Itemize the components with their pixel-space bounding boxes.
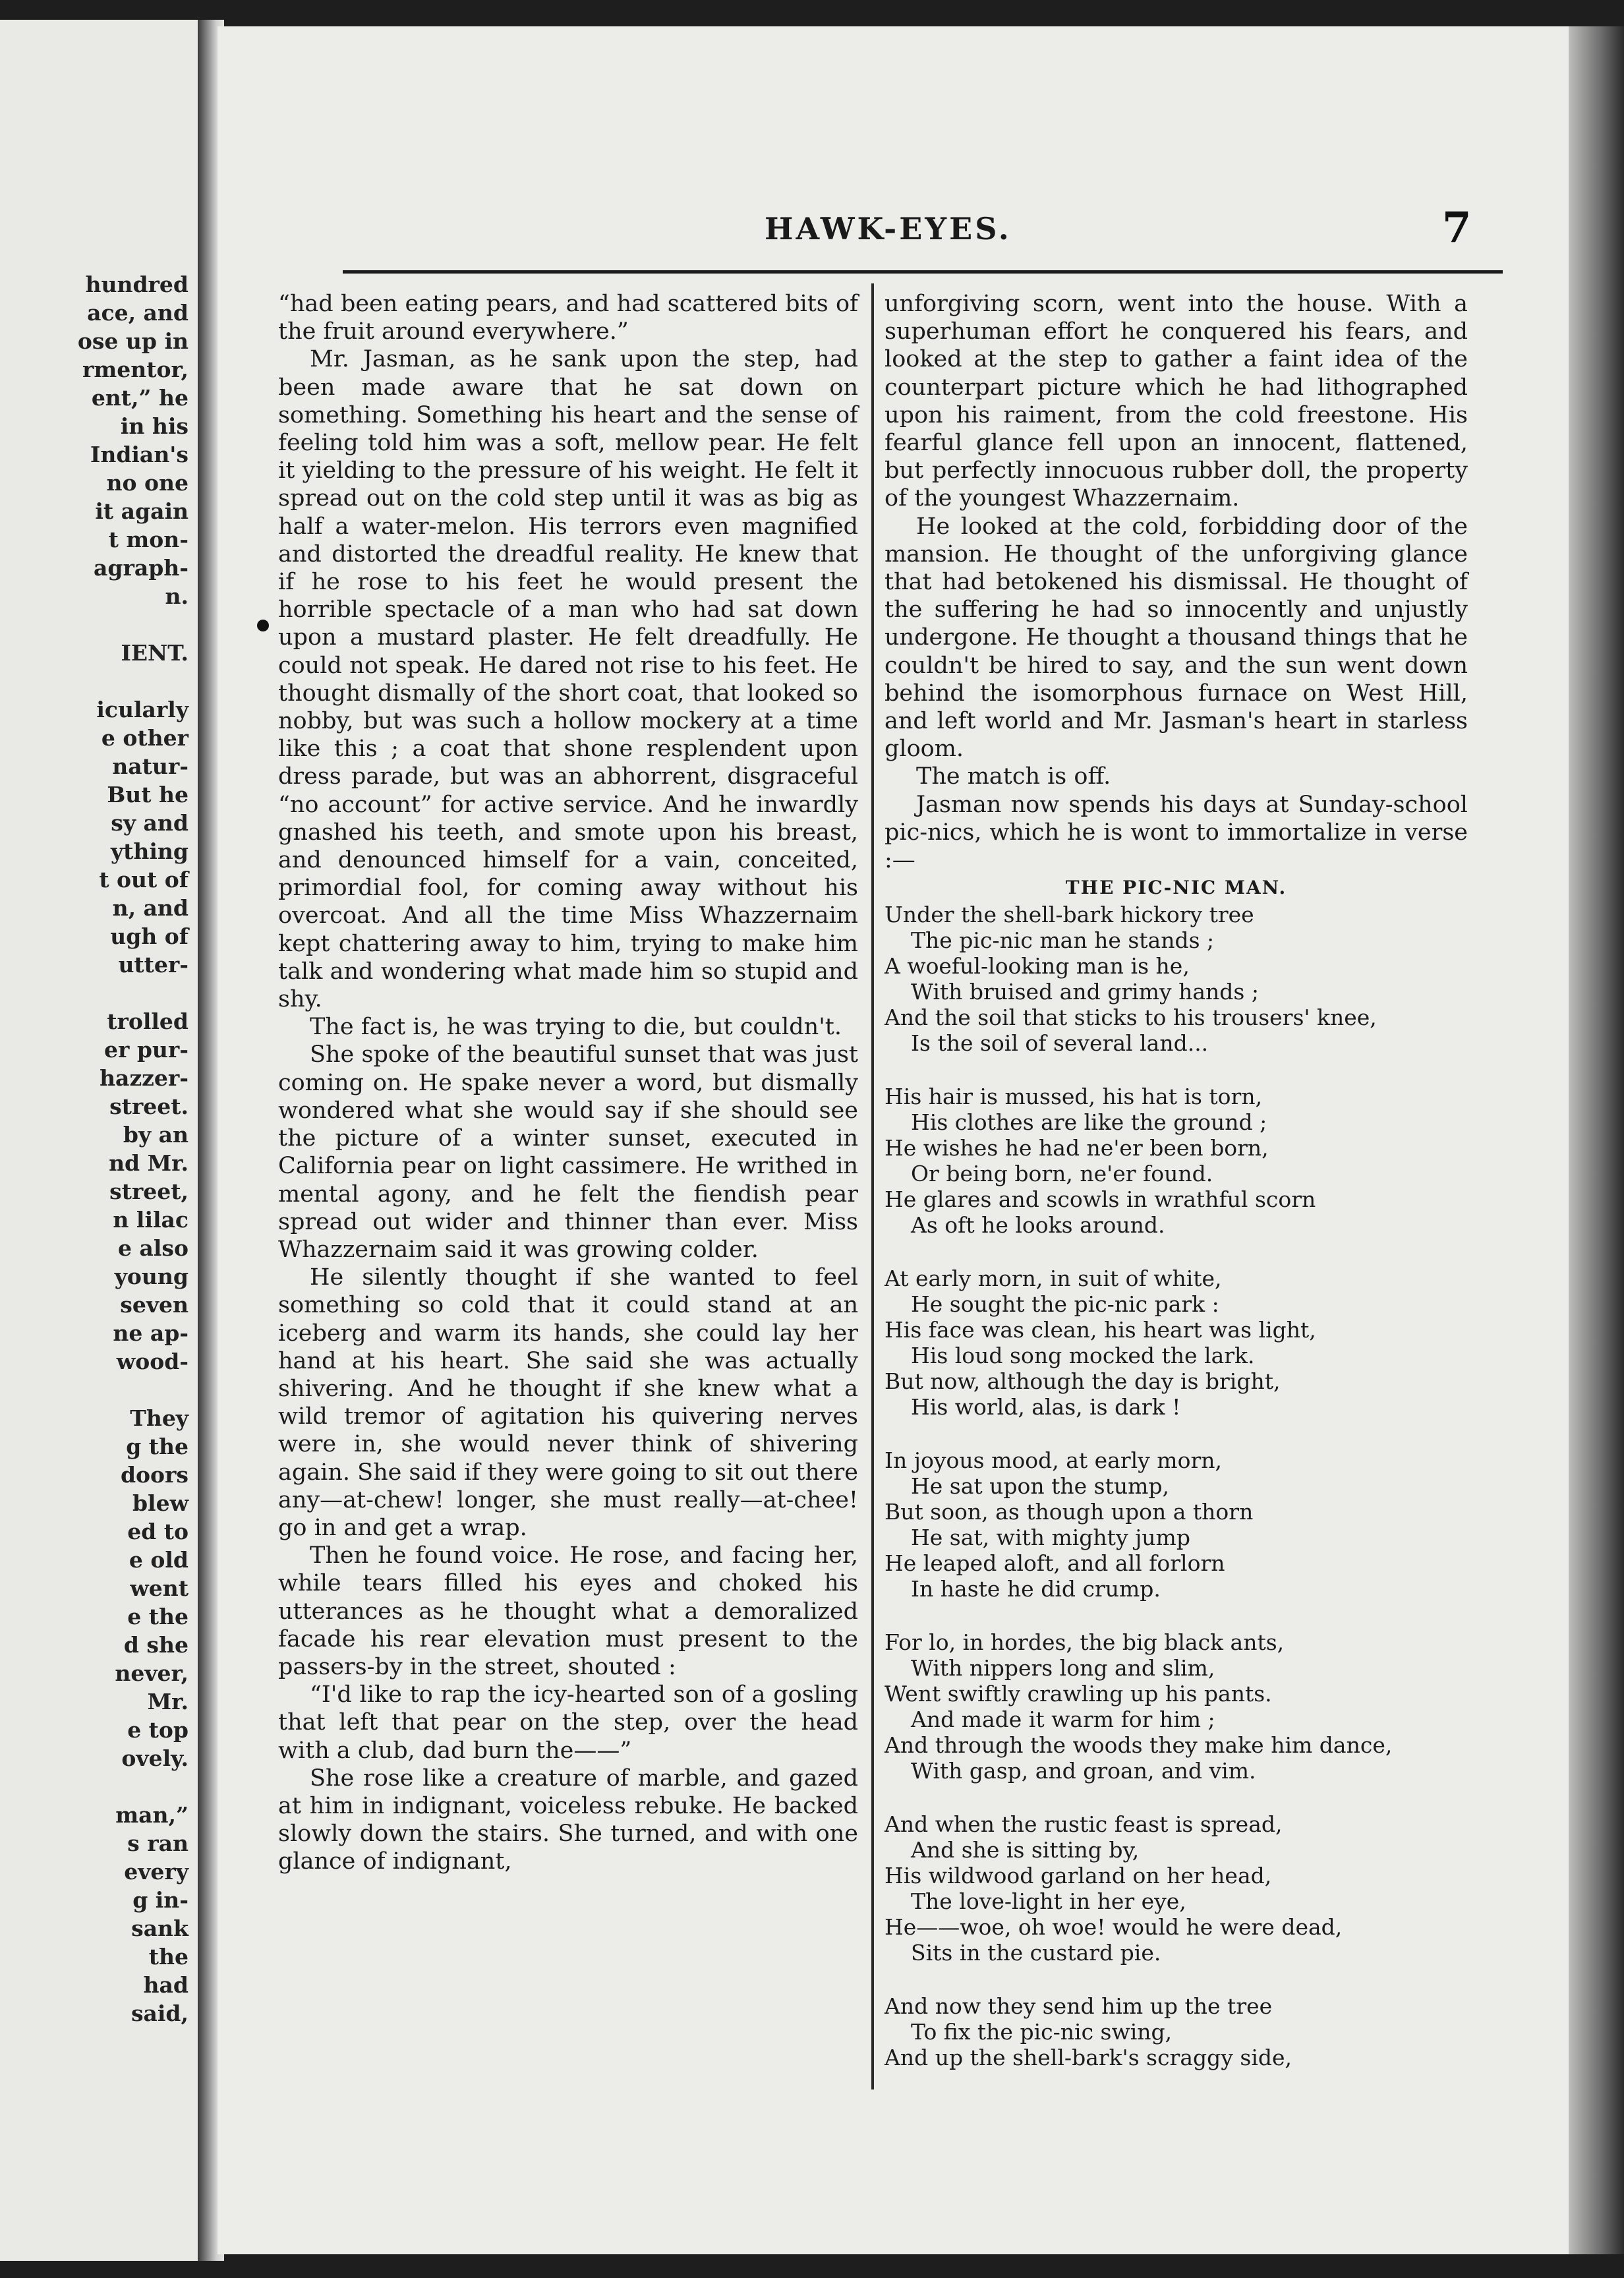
poem-line: For lo, in hordes, the big black ants, (884, 1629, 1285, 1656)
poem-line: And the soil that sticks to his trousers' knee, (884, 1005, 1377, 1031)
left-page-text-fragment: young (114, 1264, 188, 1289)
left-page-text-fragment: agraph- (94, 555, 188, 581)
left-page-text-fragment: ent,” he (91, 385, 188, 411)
left-page-text-fragment: trolled (107, 1008, 188, 1034)
poem-line: With nippers long and slim, (911, 1655, 1215, 1681)
left-page-text-fragment: it again (95, 498, 188, 524)
left-page-text-fragment: d she (123, 1632, 188, 1658)
left-page-text-fragment: t mon- (108, 527, 188, 552)
poem-line: Under the shell-bark hickory tree (884, 902, 1254, 928)
left-page-text-fragment: n, and (112, 895, 188, 921)
body-paragraph: “had been eating pears, and had scattered bits of the fruit around everywhere.” (278, 291, 858, 345)
poem-line: His loud song mocked the lark. (911, 1343, 1255, 1369)
poem-line: His world, alas, is dark ! (911, 1394, 1181, 1420)
page-edge-shadow (1569, 26, 1624, 2254)
poem-stanza (884, 1629, 1468, 1784)
left-page-text-fragment: t out of (99, 867, 188, 892)
poem-line: Went swiftly crawling up his pants. (884, 1681, 1272, 1707)
left-column (278, 290, 858, 1876)
poem-line: He——woe, oh woe! would he were dead, (884, 1914, 1343, 1941)
left-page-edge (0, 20, 202, 2261)
left-page-text-fragment: sy and (111, 810, 188, 836)
body-paragraph: She rose like a creature of marble, and gazed at him in indignant, voiceless rebuke. He backed slowly down the stairs. She turned, and with one glance of indignant, (278, 1765, 858, 1875)
body-paragraph: “I'd like to rap the icy-hearted son of a gosling that left that pear on the step, over the head with a club, dad burn the——” (278, 1681, 858, 1764)
left-page-text-fragment: doors (120, 1462, 188, 1488)
poem-line: And through the woods they make him dance, (884, 1732, 1393, 1759)
body-paragraph: unforgiving scorn, went into the house. With a superhuman effort he conquered his fears, and looked at the step to gather a faint idea of the counterpart picture which he had lithographed upon his raiment, from the cold freestone. His fearful glance fell upon an innocent, flattened, but perfectly innocuous rubber doll, the property of the youngest Whazzernaim. (884, 291, 1468, 512)
poem-line: He sought the pic-nic park : (911, 1291, 1219, 1318)
left-page-text-fragment: rmentor, (82, 357, 188, 382)
poem-line: In haste he did crump. (911, 1576, 1161, 1602)
page-number: 7 (1442, 203, 1472, 252)
left-page-text-fragment: said, (130, 2001, 188, 2026)
column-divider (871, 283, 874, 2089)
body-paragraph: She spoke of the beautiful sunset that was just coming on. He spake never a word, but dismally wondered what she would say if she should see the picture of a winter sunset, executed in California pear on light cassimere. He writhed in mental agony, and he felt the fiendish pear spread out wider and thinner than ever. Miss Whazzernaim said it was growing colder. (278, 1041, 858, 1263)
left-page-text-fragment: e the (127, 1604, 188, 1629)
poem-line: And up the shell-bark's scraggy side, (884, 2045, 1292, 2071)
left-page-text-fragment: Mr. (147, 1689, 188, 1714)
left-page-text-fragment: er pur- (103, 1037, 188, 1063)
poem-line: Is the soil of several land... (911, 1030, 1209, 1057)
left-page-text-fragment: e top (127, 1717, 188, 1743)
left-page-text-fragment: went (130, 1575, 188, 1601)
left-page-text-fragment: IENT. (121, 640, 188, 666)
poem-stanza (884, 1266, 1468, 1420)
left-page-text-fragment: ything (110, 838, 188, 864)
left-page-text-fragment: wood- (116, 1349, 188, 1374)
running-head: HAWK-EYES. (765, 211, 1012, 247)
poem-line: And now they send him up the tree (884, 1993, 1273, 2020)
poem-line: With bruised and grimy hands ; (911, 979, 1259, 1005)
left-page-text-fragment: hazzer- (100, 1065, 188, 1091)
poem-line: He leaped aloft, and all forlorn (884, 1550, 1225, 1577)
body-paragraph: The match is off. (916, 763, 1111, 790)
poem-line: A woeful-looking man is he, (884, 953, 1190, 979)
left-page-text-fragment: ugh of (110, 923, 188, 949)
poem-line: And she is sitting by, (911, 1837, 1140, 1863)
left-page-text-fragment: e old (129, 1547, 188, 1573)
left-page-text-fragment: street. (109, 1094, 188, 1119)
left-page-text-fragment: natur- (112, 753, 188, 779)
poem-stanza (884, 902, 1468, 1056)
left-page-text-fragment: no one (106, 470, 188, 496)
left-page-text-fragment: icularly (96, 697, 188, 722)
body-paragraph: Jasman now spends his days at Sunday-school pic-nics, which he is wont to immortalize in verse :— (884, 791, 1468, 874)
right-column (884, 290, 1468, 2098)
poem-line: But now, although the day is bright, (884, 1368, 1281, 1395)
poem-stanza (884, 1084, 1468, 1238)
page-header (218, 26, 1588, 283)
poem-stanza (884, 1811, 1468, 1966)
header-rule (343, 270, 1503, 274)
left-page-text-fragment: never, (115, 1660, 188, 1686)
poem-title: THE PIC-NIC MAN. (1065, 877, 1287, 899)
poem-line: He sat, with mighty jump (911, 1525, 1190, 1551)
left-page-text-fragment: had (143, 1972, 188, 1998)
poem-line: He sat upon the stump, (911, 1473, 1170, 1500)
poem-line: In joyous mood, at early morn, (884, 1447, 1222, 1474)
left-page-text-fragment: g the (126, 1434, 188, 1459)
poem-line: He wishes he had ne'er been born, (884, 1135, 1269, 1161)
poem-line: His face was clean, his heart was light, (884, 1317, 1316, 1343)
poem-stanza (884, 1447, 1468, 1602)
body-paragraph: Then he found voice. He rose, and facing her, while tears filled his eyes and choked his utterances as he thought what a demoralized facade his rear elevation must present to the passers-by in the street, shouted : (278, 1542, 858, 1680)
left-page-text-fragment: ovely. (121, 1745, 188, 1771)
left-page-text-fragment: ace, and (87, 300, 188, 326)
poem-line: Sits in the custard pie. (911, 1940, 1161, 1966)
poem-line: And made it warm for him ; (911, 1707, 1215, 1733)
body-paragraph: He silently thought if she wanted to feel something so cold that it could stand at an iceberg and warm its hands, she could lay her hand at his heart. She said she was actually shivering. And he thought if she knew what a wild tremor of agitation his quivering nerves were in, she would never think of shivering again. She said if they were going to sit out there any—at-chew! longer, she must really—at-chee! go in and get a wrap. (278, 1264, 858, 1541)
left-page-text-fragment: the (148, 1944, 188, 1970)
left-page-text-fragment: hundred (85, 272, 188, 297)
poem-line: The pic-nic man he stands ; (911, 927, 1215, 954)
poem-line: At early morn, in suit of white, (884, 1266, 1222, 1292)
body-paragraph: The fact is, he was trying to die, but couldn't. (310, 1014, 842, 1041)
left-page-text-fragment: street, (109, 1179, 188, 1204)
poem-stanza (884, 1993, 1468, 2070)
left-page-text-fragment: seven (120, 1292, 188, 1318)
body-paragraph: Mr. Jasman, as he sank upon the step, had been made aware that he sat down on something. Something his heart and the sense of feeling told him was a soft, mellow pear. He felt it yielding to the pressure of his weight. He felt it spread out on the cold step until it was as big as half a water-melon. His terrors even magnified and distorted the dreadful reality. He knew that if he rose to his feet he would present the horrible spectacle of a man who had sat down upon a mustard plaster. He felt dreadfully. He could not speak. He dared not rise to his feet. He thought dismally of the short coat, that looked so nobby, but was such a hollow mockery at a time like this ; a coat that shone resplendent upon dress parade, but was an abhorrent, disgraceful “no account” for active service. And he inwardly gnashed his teeth, and smote upon his breast, and denounced himself for a vain, conceited, primordial fool, for coming away without his overcoat. And all the time Miss Whazzernaim kept chattering away to him, trying to make him talk and wondering what made him so stupid and shy. (278, 346, 858, 1013)
body-paragraph: He looked at the cold, forbidding door of the mansion. He thought of the unforgiving glance that had betokened his dismissal. He thought of the suffering he had so innocently and unjustly undergone. He thought a thousand things that he couldn't be hired to say, and the sun went down behind the isomorphous furnace on West Hill, and left world and Mr. Jasman's heart in starless gloom. (884, 513, 1468, 763)
left-page-text-fragment: s ran (127, 1830, 188, 1856)
left-page-text-fragment: ed to (127, 1519, 188, 1544)
left-page-text-fragment: Indian's (90, 442, 188, 467)
left-page-text-fragment: by an (123, 1122, 188, 1148)
left-page-text-fragment: g in- (132, 1887, 188, 1913)
left-page-text-fragment: utter- (118, 952, 188, 978)
left-page-text-fragment: ne ap- (113, 1320, 188, 1346)
left-page-text-fragment: every (124, 1859, 188, 1884)
left-page-text-fragment: nd Mr. (109, 1150, 188, 1176)
poem-line: As oft he looks around. (911, 1212, 1165, 1239)
poem-line: But soon, as though upon a thorn (884, 1499, 1254, 1525)
poem-line: To fix the pic-nic swing, (911, 2019, 1173, 2045)
poem-line: His wildwood garland on her head, (884, 1863, 1272, 1889)
poem-line: With gasp, and groan, and vim. (911, 1758, 1256, 1784)
poem-line: And when the rustic feast is spread, (884, 1811, 1283, 1838)
poem-line: His clothes are like the ground ; (911, 1109, 1267, 1136)
left-page-text-fragment: But he (107, 782, 188, 807)
left-page-text-fragment: ose up in (77, 328, 188, 354)
left-page-text-fragment: e other (101, 725, 188, 751)
left-page-text-fragment: man,” (115, 1802, 188, 1828)
left-page-text-fragment: in his (120, 413, 188, 439)
left-page-text-fragment: e also (118, 1235, 188, 1261)
left-page-text-fragment: They (130, 1405, 188, 1431)
left-page-text-fragment: sank (131, 1915, 188, 1941)
left-page-text-fragment: n. (165, 583, 188, 609)
poem-line: The love-light in her eye, (911, 1888, 1186, 1915)
poem-line: Or being born, ne'er found. (911, 1161, 1213, 1187)
margin-dot (257, 620, 269, 631)
left-page-text-fragment: blew (132, 1490, 188, 1516)
left-page-text-fragment: n lilac (113, 1207, 188, 1233)
right-page (218, 26, 1588, 2254)
poem-line: His hair is mussed, his hat is torn, (884, 1084, 1263, 1110)
poem-line: He glares and scowls in wrathful scorn (884, 1186, 1316, 1213)
